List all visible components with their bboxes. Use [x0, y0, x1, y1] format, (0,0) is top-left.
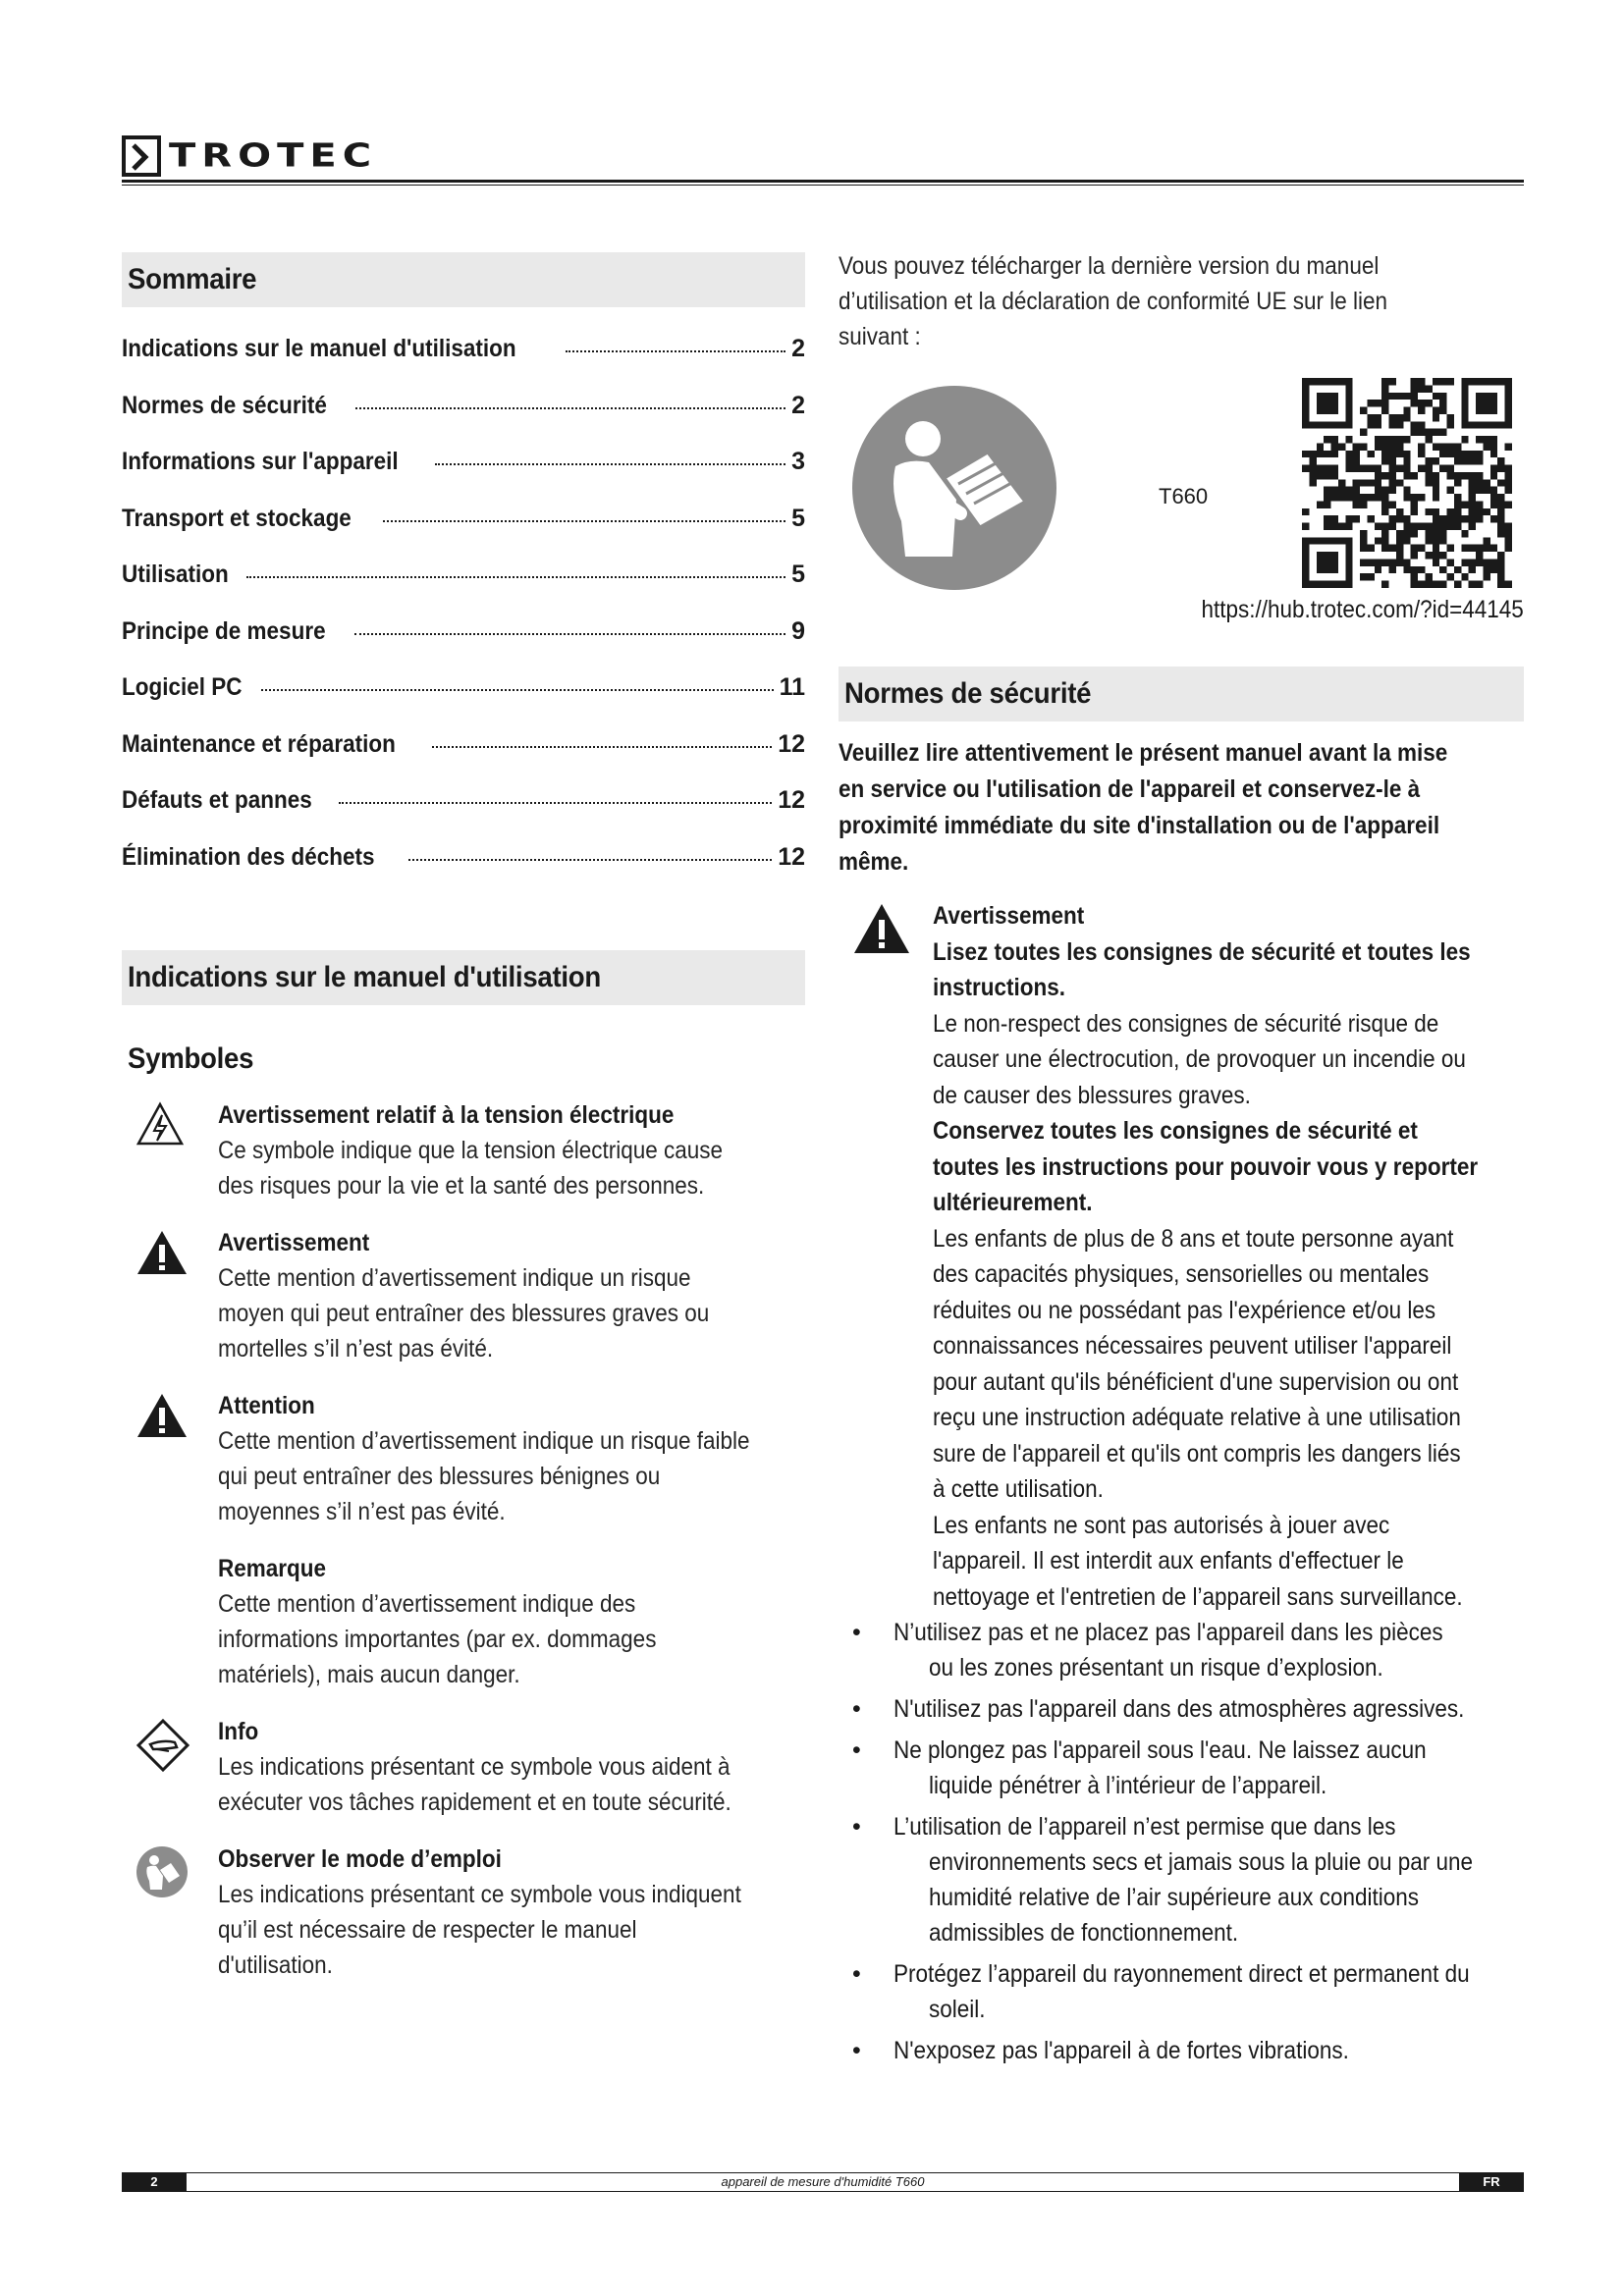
warning-line: réduites ou ne possédant pas l'expérience et/ou les	[933, 1296, 1436, 1324]
warning-line: ultérieurement.	[933, 1189, 1093, 1216]
bullet-line: environnements secs et jamais sous la pluie ou par une	[929, 1848, 1474, 1876]
description-line: d'utilisation.	[218, 1951, 333, 1979]
safety-bullet	[839, 2033, 1524, 2068]
toc-leader	[408, 859, 772, 861]
download-link[interactable]: https://hub.trotec.com/?id=44145	[1201, 596, 1524, 623]
intro-line: même.	[839, 848, 909, 876]
download-text	[839, 248, 1524, 354]
toc-entry[interactable]	[122, 321, 805, 378]
symbols-list	[122, 1097, 805, 1983]
bullet-line: • Protégez l’appareil du rayonnement direct et permanent du	[893, 1960, 1470, 1988]
intro-line: en service ou l'utilisation de l'appareil et conservez-le à	[839, 775, 1421, 803]
trotec-logo	[122, 134, 377, 178]
toc-entry[interactable]	[122, 773, 805, 829]
toc-entry[interactable]	[122, 829, 805, 886]
warning-line: Les enfants ne sont pas autorisés à jouer avec	[933, 1511, 1390, 1539]
toc-entry-page: 5	[791, 561, 805, 588]
toc-entry[interactable]	[122, 660, 805, 717]
description-line: moyen qui peut entraîner des blessures graves ou	[218, 1300, 710, 1327]
symbol-title: Avertissement	[218, 1229, 370, 1256]
symbol-entry	[122, 1225, 805, 1366]
read-manual-icon	[135, 1845, 189, 1903]
brand-name: TROTEC	[169, 137, 378, 175]
toc-entry-page: 9	[791, 616, 805, 645]
bullet-line: • N'utilisez pas l'appareil dans des atmosphères agressives.	[893, 1695, 1465, 1723]
toc-heading: Sommaire	[122, 252, 805, 307]
warning-line: Les enfants de plus de 8 ans et toute personne ayant	[933, 1224, 1454, 1253]
info-hand-icon	[135, 1718, 190, 1778]
download-line: suivant :	[839, 323, 921, 350]
bullet-line: ou les zones présentant un risque d’explosion.	[929, 1654, 1383, 1682]
symbol-entry	[122, 1714, 805, 1820]
description-line: qu’il est nécessaire de respecter le manuel	[218, 1916, 637, 1944]
model-label: T660	[1159, 484, 1209, 508]
download-area	[839, 372, 1524, 627]
toc-entry-label: Normes de sécurité	[122, 391, 327, 419]
warning-line: à cette utilisation.	[933, 1475, 1104, 1503]
right-column	[839, 252, 1524, 2068]
download-line: d’utilisation et la déclaration de conformité UE sur le lien	[839, 288, 1388, 315]
bullet-line: • Ne plongez pas l'appareil sous l'eau. Ne laissez aucun	[893, 1736, 1427, 1764]
toc-entry-label: Utilisation	[122, 561, 229, 588]
symbols-heading: Symboles	[128, 1042, 254, 1075]
warning-line: causer une électrocution, de provoquer un incendie ou	[933, 1045, 1466, 1073]
toc-entry-page: 12	[778, 842, 805, 871]
toc-entry[interactable]	[122, 604, 805, 661]
toc-entry-page: 3	[791, 448, 805, 475]
download-line: Vous pouvez télécharger la dernière version du manuel	[839, 252, 1380, 280]
warning-line: pour autant qu'ils bénéficient d'une supervision ou ont	[933, 1367, 1459, 1396]
toc-entry[interactable]	[122, 434, 805, 491]
bullet-line: • N’utilisez pas et ne placez pas l'appareil dans les pièces	[893, 1619, 1443, 1646]
bullet-line: liquide pénétrer à l’intérieur de l’appareil.	[929, 1772, 1327, 1799]
description-line: Cette mention d’avertissement indique un risque	[218, 1264, 691, 1292]
description-line: Les indications présentant ce symbole vous aident à	[218, 1753, 731, 1781]
logo-mark-icon	[122, 135, 161, 177]
symbol-entry	[122, 1097, 805, 1203]
toc-entry-page: 12	[778, 729, 805, 758]
symbol-description	[218, 1877, 805, 1983]
symbol-description	[218, 1423, 805, 1529]
warning-line: connaissances nécessaires peuvent utiliser l'appareil	[933, 1332, 1452, 1360]
toc-entry-label: Élimination des déchets	[122, 842, 375, 871]
qr-code[interactable]	[1302, 378, 1512, 588]
symbol-description	[218, 1133, 805, 1203]
header-rule	[122, 180, 1524, 183]
warning-line: l'appareil. Il est interdit aux enfants d'effectuer le	[933, 1547, 1404, 1575]
symbol-entry	[122, 1388, 805, 1529]
intro-line: Veuillez lire attentivement le présent manuel avant la mise	[839, 739, 1448, 767]
safety-bullet	[839, 1956, 1524, 2027]
symbol-entry	[122, 1551, 805, 1692]
symbol-description	[218, 1749, 805, 1820]
warning-title: Avertissement	[933, 902, 1085, 930]
toc-entry[interactable]	[122, 378, 805, 435]
bullet-line: humidité relative de l’air supérieure aux conditions	[929, 1884, 1420, 1911]
safety-heading: Normes de sécurité	[839, 667, 1524, 721]
symbol-description	[218, 1260, 805, 1366]
warning-icon	[852, 902, 911, 955]
toc-entry-page: 2	[791, 391, 805, 419]
footer-bar	[122, 2172, 1524, 2192]
toc-leader	[566, 350, 785, 352]
description-line: Ce symbole indique que la tension électrique cause	[218, 1137, 724, 1164]
toc-leader	[339, 802, 772, 804]
bullet-line: soleil.	[929, 1996, 986, 2023]
description-line: Cette mention d’avertissement indique un risque faible	[218, 1427, 750, 1455]
warning-line: Conservez toutes les consignes de sécurité et	[933, 1117, 1418, 1145]
toc-entry[interactable]	[122, 491, 805, 548]
intro-line: proximité immédiate du site d'installation ou de l'appareil	[839, 812, 1440, 839]
toc-entry-page: 5	[791, 504, 805, 532]
warning-line: Le non-respect des consignes de sécurité risque de	[933, 1009, 1439, 1038]
description-line: qui peut entraîner des blessures bénignes ou	[218, 1463, 661, 1490]
table-of-contents	[122, 321, 805, 885]
toc-entry-label: Transport et stockage	[122, 504, 352, 532]
safety-bullets	[839, 1615, 1524, 2068]
symbol-title: Remarque	[218, 1555, 327, 1582]
toc-leader	[432, 746, 772, 748]
warning-icon	[135, 1229, 189, 1281]
toc-entry-label: Informations sur l'appareil	[122, 448, 399, 475]
toc-entry-label: Principe de mesure	[122, 616, 326, 645]
toc-leader	[435, 463, 785, 465]
voltage-warning-icon	[135, 1101, 185, 1151]
toc-entry-page: 2	[791, 335, 805, 362]
toc-entry-label: Logiciel PC	[122, 673, 243, 701]
read-manual-icon	[850, 384, 1058, 592]
bullet-line: admissibles de fonctionnement.	[929, 1919, 1239, 1947]
safety-bullet	[839, 1615, 1524, 1685]
toc-entry-label: Maintenance et réparation	[122, 729, 396, 758]
toc-entry[interactable]	[122, 547, 805, 604]
description-line: matériels), mais aucun danger.	[218, 1661, 520, 1688]
language-code: FR	[1459, 2173, 1524, 2191]
toc-entry-page: 11	[779, 673, 805, 701]
manual-notes-heading: Indications sur le manuel d'utilisation	[122, 950, 805, 1005]
description-line: Les indications présentant ce symbole vous indiquent	[218, 1881, 741, 1908]
bullet-line: • N'exposez pas l'appareil à de fortes vibrations.	[893, 2037, 1349, 2064]
description-line: des risques pour la vie et la santé des personnes.	[218, 1172, 705, 1200]
warning-line: des capacités physiques, sensorielles ou mentales	[933, 1260, 1430, 1288]
warning-line: instructions.	[933, 974, 1066, 1001]
warning-line: de causer des blessures graves.	[933, 1081, 1251, 1109]
warning-line: nettoyage et l'entretien de l’appareil sans surveillance.	[933, 1582, 1463, 1611]
safety-intro	[839, 735, 1524, 881]
description-line: Cette mention d’avertissement indique des	[218, 1590, 636, 1618]
toc-entry-label: Défauts et pannes	[122, 786, 312, 814]
warning-line: sure de l'appareil et qu'ils ont compris les dangers liés	[933, 1439, 1461, 1468]
toc-entry-label: Indications sur le manuel d'utilisation	[122, 335, 516, 362]
footer-title: appareil de mesure d'humidité T660	[721, 2174, 925, 2189]
safety-bullet	[839, 1733, 1524, 1803]
symbol-title: Observer le mode d’emploi	[218, 1845, 502, 1873]
description-line: mortelles s’il n’est pas évité.	[218, 1335, 494, 1362]
toc-leader	[246, 576, 785, 578]
description-line: informations importantes (par ex. dommages	[218, 1626, 657, 1653]
safety-bullet	[839, 1691, 1524, 1727]
warning-line: toutes les instructions pour pouvoir vous y reporter	[933, 1152, 1479, 1181]
page-number: 2	[122, 2173, 187, 2191]
safety-bullet	[839, 1809, 1524, 1950]
toc-entry-page: 12	[778, 786, 805, 814]
symbol-entry	[122, 1842, 805, 1983]
bullet-line: • L’utilisation de l’appareil n’est permise que dans les	[893, 1813, 1396, 1841]
toc-leader	[355, 407, 785, 409]
toc-entry[interactable]	[122, 717, 805, 774]
description-line: moyennes s’il n’est pas évité.	[218, 1498, 506, 1525]
symbol-title: Info	[218, 1718, 259, 1745]
toc-leader	[383, 520, 785, 522]
left-column	[122, 252, 805, 1983]
caution-icon	[135, 1392, 189, 1444]
warning-line: reçu une instruction adéquate relative à une utilisation	[933, 1404, 1461, 1431]
symbol-title: Avertissement relatif à la tension électrique	[218, 1101, 675, 1129]
warning-line: Lisez toutes les consignes de sécurité et toutes les	[933, 937, 1471, 966]
safety-warning	[839, 898, 1524, 1615]
header-rule-thin	[122, 185, 1524, 186]
toc-leader	[354, 633, 785, 635]
symbol-title: Attention	[218, 1392, 315, 1419]
symbol-description	[218, 1586, 805, 1692]
description-line: exécuter vos tâches rapidement et en toute sécurité.	[218, 1789, 731, 1816]
toc-leader	[261, 689, 773, 691]
